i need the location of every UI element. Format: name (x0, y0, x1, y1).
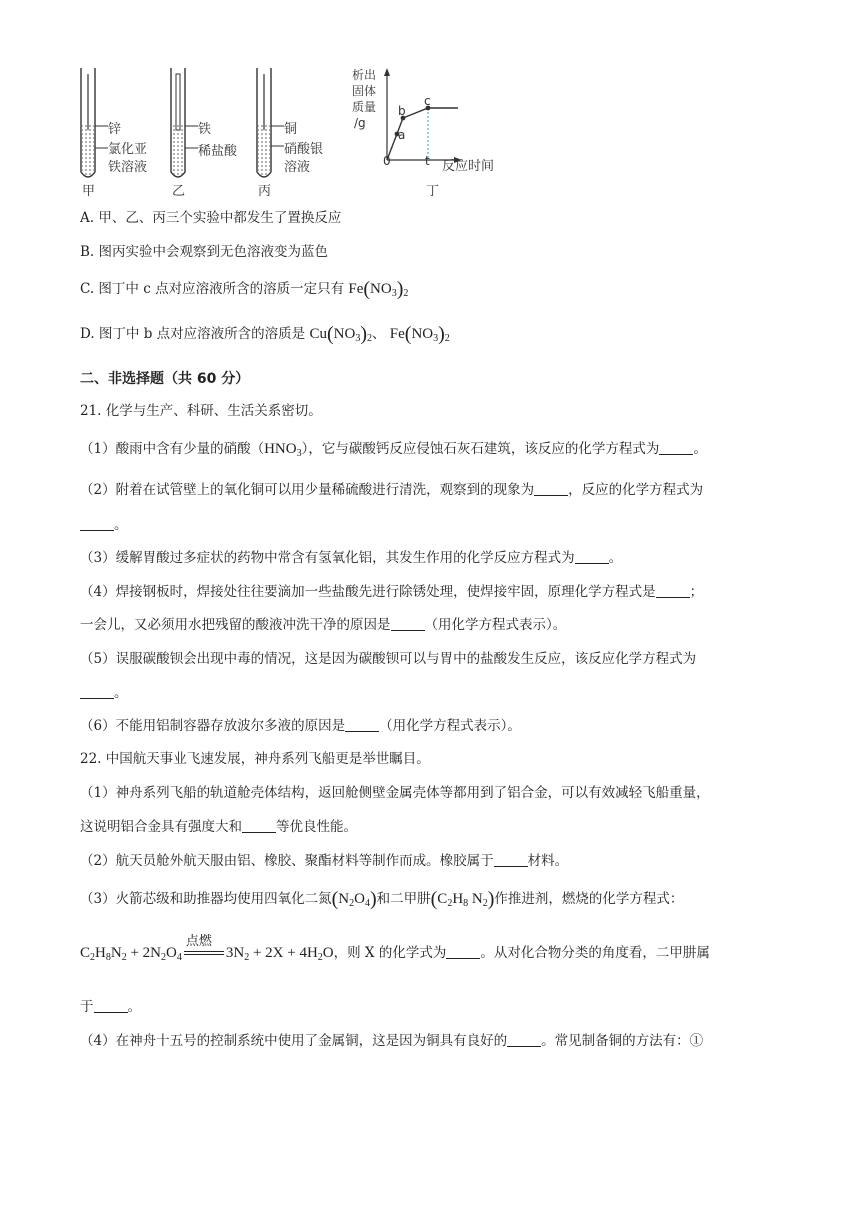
section-title: 二、非选择题（共 60 分） (80, 371, 250, 387)
q22-p4-b: 。常见制备铜的方法有：① (541, 1033, 704, 1049)
tube-bing-metal: 铜 (284, 122, 298, 137)
tube-yi-solution: 稀盐酸 (198, 144, 238, 159)
q22-p3-d-end: 。 (127, 999, 141, 1015)
q21-p4-a-end: ； (689, 584, 704, 600)
solid-mass-graph (384, 68, 462, 163)
q21-p4-a: （4）焊接钢板时，焊接处往往要滴加一些盐酸先进行除锈处理，使焊接牢固，原理化学方程式是 (80, 584, 656, 600)
q21-p2-end: 。 (114, 517, 128, 533)
tube-bing-solution-2: 溶液 (284, 160, 311, 175)
answer-blank[interactable] (534, 481, 568, 496)
q22-eq-tail: ，则 X 的化学式为 (333, 945, 447, 961)
q22-p2-end: 材料。 (527, 853, 569, 869)
option-d-formula-1: $Cu(NO_3)_2$ (309, 323, 372, 345)
answer-blank[interactable] (391, 616, 425, 631)
q21-part-5 (80, 650, 696, 668)
experiment-figure (60, 60, 580, 200)
test-tube-bing (257, 68, 284, 177)
q21-stem: 21. 化学与生产、科研、生活关系密切。 (80, 403, 322, 419)
answer-blank[interactable] (80, 516, 114, 531)
q22-eq-tail2: 。从对化合物分类的角度看，二甲肼属 (480, 945, 710, 961)
answer-blank[interactable] (345, 717, 379, 732)
q22-p3-d: 于 (80, 999, 94, 1015)
q22-part-1-cont (80, 818, 357, 836)
n2o4-formula: $(N_2O_4)$ (331, 888, 377, 910)
caption-ding: 丁 (426, 184, 440, 199)
q21-part-3 (80, 549, 622, 567)
option-c (80, 280, 408, 303)
c2h8n2-formula: ($C_2H_8$ $N_2$) (430, 888, 495, 910)
tube-jia-solution-1: 氯化亚 (108, 142, 148, 157)
q21-p4-b-end: （用化学方程式表示）。 (424, 617, 567, 633)
q21-part-4 (80, 583, 703, 601)
graph-ylabel-1: 析出 (352, 68, 377, 82)
q22-p1-b-end: 等优良性能。 (276, 819, 357, 835)
option-c-formula: $Fe(NO_3)_2$ (348, 278, 409, 300)
option-c-text: C. 图丁中 c 点对应溶液所含的溶质一定只有 (80, 281, 345, 297)
reaction-condition: 点燃 (185, 934, 212, 949)
q22-p3-c: 作推进剂，燃烧的化学方程式： (494, 891, 684, 907)
q21-part-4-cont (80, 616, 566, 634)
answer-blank[interactable] (94, 998, 128, 1013)
graph-ylabel-4: /g (354, 116, 366, 130)
q21-hno3-formula: $HNO_3$ (264, 441, 302, 459)
q22-p1-b: 这说明铝合金具有强度大和 (80, 819, 242, 835)
caption-bing: 丙 (258, 184, 272, 199)
option-d-separator: 、 (371, 326, 386, 342)
graph-ylabel-3: 质量 (352, 100, 377, 114)
option-d-formula-2: $Fe(NO_3)_2$ (389, 323, 450, 345)
graph-point-c-label: c (424, 94, 431, 108)
combustion-equation (80, 934, 710, 967)
tube-jia-metal: 锌 (108, 122, 122, 137)
q22-part-3-cont (80, 998, 141, 1016)
tube-yi-metal: 铁 (198, 122, 212, 137)
q21-p3-end: 。 (608, 550, 623, 566)
graph-point-a-label: a (398, 128, 406, 142)
q21-p2-a: （2）附着在试管壁上的氧化铜可以用少量稀硫酸进行清洗，观察到的现象为 (80, 482, 535, 498)
q21-p6-text: （6）不能用铝制容器存放波尔多液的原因是 (80, 718, 346, 734)
answer-blank[interactable] (80, 684, 114, 699)
q21-p6-end: （用化学方程式表示）。 (379, 718, 521, 734)
q21-part-2-cont (80, 516, 128, 534)
answer-blank[interactable] (494, 852, 528, 867)
test-tube-yi (171, 68, 198, 177)
answer-blank[interactable] (446, 944, 480, 959)
q22-part-1: （1）神舟系列飞船的轨道舱壳体结构，返回舱侧壁金属壳体等都用到了铝合金，可以有效减轻飞船重量， (80, 785, 710, 801)
caption-yi: 乙 (172, 184, 186, 199)
graph-origin: 0 (383, 154, 391, 168)
equation-products: $3N_2 + 2X + 4H_2O$ (225, 945, 334, 963)
equation-reactants: $C_2H_8N_2 + 2N_2O_4$ (80, 945, 182, 963)
q21-p4-b: 一会儿，又必须用水把残留的酸液冲洗干净的原因是 (80, 617, 391, 633)
answer-blank[interactable] (242, 818, 276, 833)
q22-stem: 22. 中国航天事业飞速发展，神舟系列飞船更是举世瞩目。 (80, 751, 430, 767)
option-b: B. 图丙实验中会观察到无色溶液变为蓝色 (80, 244, 329, 260)
q22-p4-text: （4）在神舟十五号的控制系统中使用了金属铜，这是因为铜具有良好的 (80, 1033, 508, 1049)
q22-part-4 (80, 1032, 703, 1050)
q22-p2-text: （2）航天员舱外航天服由铝、橡胶、聚酯材料等制作而成。橡胶属于 (80, 853, 494, 869)
answer-blank[interactable] (575, 549, 609, 564)
q22-p3-a: （3）火箭芯级和助推器均使用四氧化二氮 (80, 891, 332, 907)
q21-p2-b: ，反应的化学方程式为 (568, 482, 704, 498)
q21-p1-pre: （1）酸雨中含有少量的硝酸（ (80, 441, 265, 457)
tube-bing-solution-1: 硝酸银 (284, 142, 324, 157)
q22-part-2 (80, 852, 568, 870)
graph-xlabel: 反应时间 (442, 159, 495, 174)
q21-part-2 (80, 481, 703, 499)
graph-point-b-label: b (398, 104, 406, 118)
test-tube-jia (81, 68, 108, 177)
graph-ylabel-2: 固体 (352, 84, 377, 98)
q21-p5-text: （5）误服碳酸钡会出现中毒的情况，这是因为碳酸钡可以与胃中的盐酸发生反应，该反应化学方程式为 (80, 651, 697, 667)
tube-jia-solution-2: 铁溶液 (108, 160, 148, 175)
caption-jia: 甲 (82, 184, 96, 199)
option-a: A. 甲、乙、丙三个实验中都发生了置换反应 (80, 210, 342, 226)
q21-part-6 (80, 717, 521, 735)
q21-p5-end: 。 (114, 685, 128, 701)
q22-part-3 (80, 890, 683, 913)
answer-blank[interactable] (507, 1032, 541, 1047)
q21-p1-end: 。 (693, 441, 707, 457)
answer-blank[interactable] (659, 440, 693, 455)
option-d-text: D. 图丁中 b 点对应溶液所含的溶质是 (80, 326, 306, 342)
option-d (80, 325, 450, 348)
q21-part-1 (80, 440, 707, 463)
q22-p3-b: 和二甲肼 (376, 891, 431, 907)
q21-part-5-cont (80, 684, 128, 702)
q21-p1-post: ），它与碳酸钙反应侵蚀石灰石建筑，该反应的化学方程式为 (301, 441, 660, 457)
graph-xtick: t (425, 154, 430, 168)
answer-blank[interactable] (656, 583, 690, 598)
reaction-arrow (182, 934, 226, 955)
q21-p3-text: （3）缓解胃酸过多症状的药物中常含有氢氧化铝，其发生作用的化学反应方程式为 (80, 550, 575, 566)
